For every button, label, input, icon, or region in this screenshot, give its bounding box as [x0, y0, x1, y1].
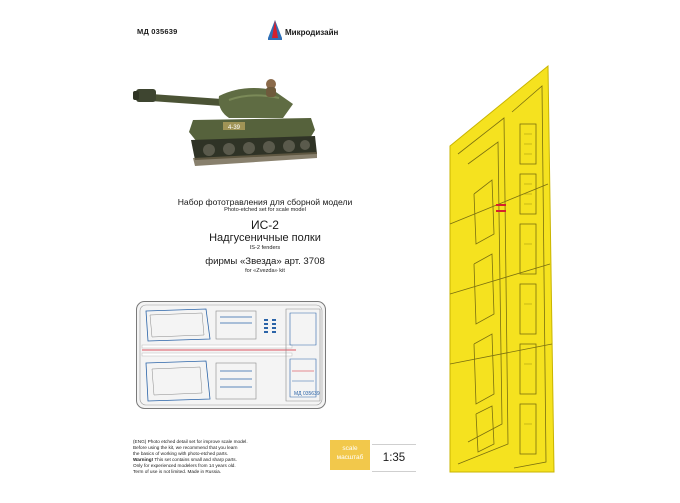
- kit-en: for «Zvezda» kit: [245, 268, 285, 274]
- scale-ratio: 1:35: [372, 444, 416, 472]
- english-notice: [133, 439, 315, 475]
- svg-text:4-39: 4-39: [227, 125, 241, 131]
- catalog-number: МД 035639: [137, 27, 178, 36]
- kit-ru: фирмы «Звезда» арт. 3708: [205, 256, 325, 267]
- subject-ru: Надгусеничные полки: [209, 232, 321, 244]
- notice-line: Before using the kit, we recommend that you learn: [133, 445, 238, 450]
- title-ru: Набор фототравления для сборной модели: [177, 197, 353, 207]
- brand-name: Микродизайн: [285, 28, 339, 37]
- notice-line: Only for experienced modelers from 14 years old.: [133, 463, 236, 468]
- notice-line: the basics of working with photo-etched parts.: [133, 451, 229, 456]
- warning-label: Warning!: [133, 457, 154, 462]
- notice-line: (ENG) Photo etched detail set for improve scale model.: [133, 439, 248, 444]
- etch-sheet: [136, 301, 326, 414]
- scale-label-en: scale: [342, 445, 358, 452]
- brand-logo: [268, 20, 338, 45]
- triangle-logo-icon: [268, 20, 282, 45]
- title-en: Photo-etched set for scale model: [224, 207, 306, 213]
- tank-photo: [133, 78, 323, 175]
- sheet-stamp: МД 035639: [294, 391, 320, 397]
- notice-line: This set contains small and sharp parts.: [153, 457, 237, 462]
- subject-en: IS-2 fenders: [249, 245, 281, 251]
- notice-line: Term of use is not limited. Made in Russia.: [133, 469, 222, 474]
- model-name: ИС-2: [251, 218, 279, 232]
- scale-badge: [330, 440, 370, 470]
- scale-label-ru: масштаб: [336, 454, 364, 461]
- fender-plate-image: [448, 64, 556, 479]
